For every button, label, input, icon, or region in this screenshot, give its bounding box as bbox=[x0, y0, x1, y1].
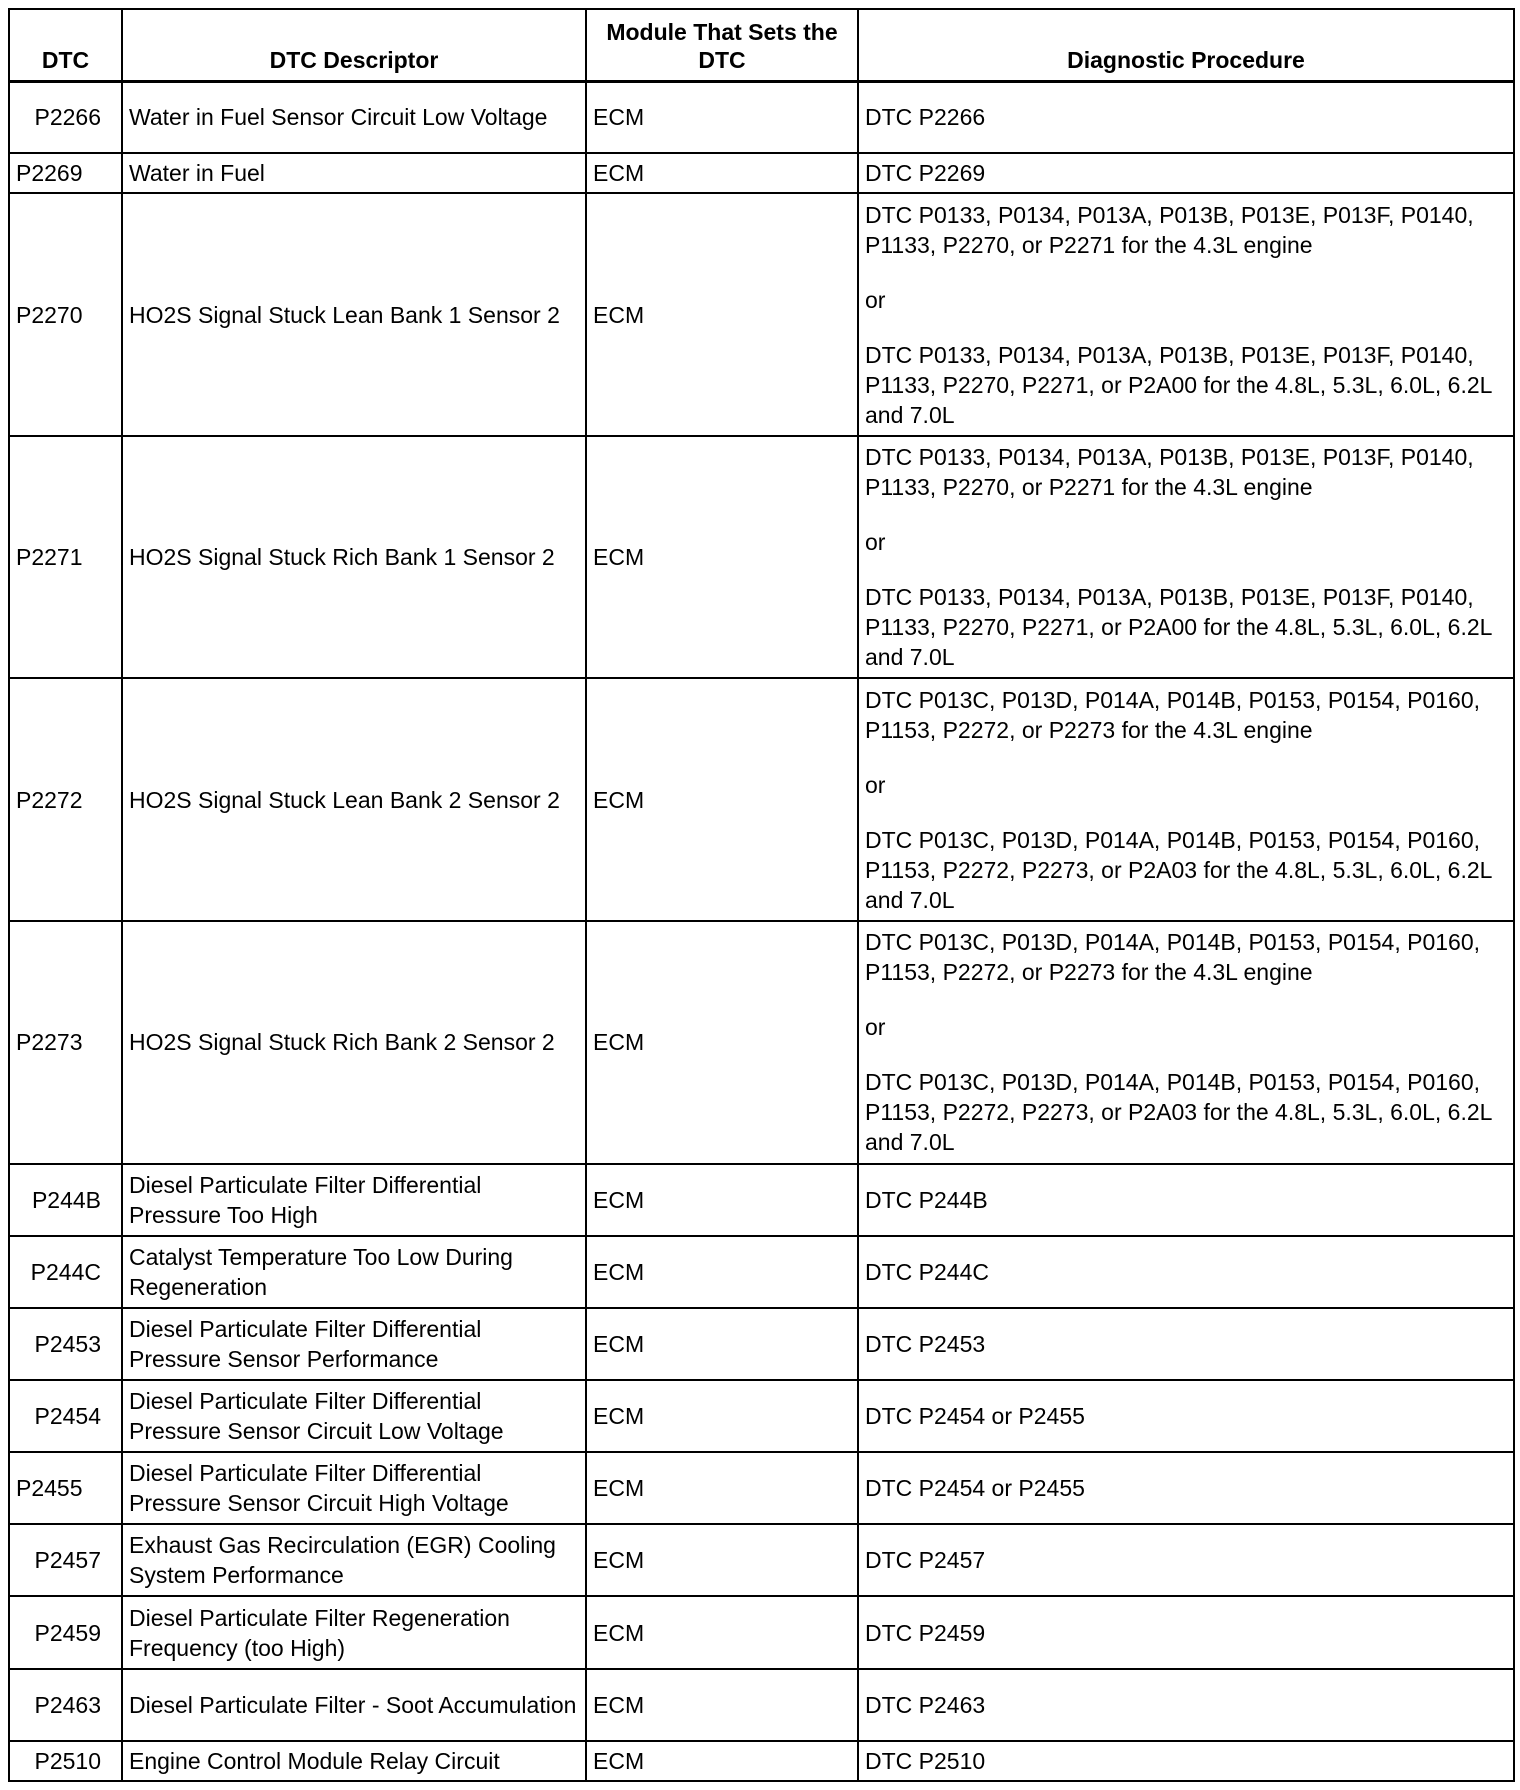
diagnostic-procedure bbox=[858, 81, 1514, 153]
dtc-module: ECM bbox=[586, 678, 858, 921]
procedure-text: DTC P2510 bbox=[865, 1747, 986, 1774]
dtc-descriptor: Diesel Particulate Filter - Soot Accumulation bbox=[122, 1669, 586, 1741]
procedure-text: DTC P0133, P0134, P013A, P013B, P013E, P013F, P0140, P1133, P2270, or P2271 for the 4.3L engine bbox=[865, 444, 1474, 501]
header-procedure: Diagnostic Procedure bbox=[858, 9, 1514, 81]
dtc-module: ECM bbox=[586, 153, 858, 193]
table-row bbox=[9, 193, 1514, 436]
dtc-module: ECM bbox=[586, 193, 858, 436]
dtc-code: P2270 bbox=[9, 193, 122, 436]
procedure-text: DTC P0133, P0134, P013A, P013B, P013E, P013F, P0140, P1133, P2270, or P2271 for the 4.3L engine bbox=[865, 201, 1474, 258]
dtc-descriptor: Engine Control Module Relay Circuit bbox=[122, 1741, 586, 1781]
dtc-descriptor: Water in Fuel bbox=[122, 153, 586, 193]
dtc-code: P2269 bbox=[9, 153, 122, 193]
procedure-text: DTC P0133, P0134, P013A, P013B, P013E, P013F, P0140, P1133, P2270, P2271, or P2A00 for the 4.8L, 5.3L, 6.0L, 6.2L and 7.0L bbox=[865, 584, 1492, 671]
dtc-code: P2463 bbox=[9, 1669, 122, 1741]
procedure-text: DTC P013C, P013D, P014A, P014B, P0153, P0154, P0160, P1153, P2272, or P2273 for the 4.3L engine bbox=[865, 686, 1481, 743]
dtc-code: P2455 bbox=[9, 1452, 122, 1524]
dtc-descriptor: Exhaust Gas Recirculation (EGR) Cooling System Performance bbox=[122, 1524, 586, 1596]
procedure-or: or bbox=[865, 771, 886, 798]
dtc-descriptor: HO2S Signal Stuck Lean Bank 1 Sensor 2 bbox=[122, 193, 586, 436]
dtc-module: ECM bbox=[586, 1524, 858, 1596]
dtc-code: P2266 bbox=[9, 81, 122, 153]
diagnostic-procedure bbox=[858, 1164, 1514, 1236]
diagnostic-procedure bbox=[858, 1236, 1514, 1308]
procedure-or: or bbox=[865, 529, 886, 556]
table-row bbox=[9, 1452, 1514, 1524]
dtc-descriptor: Water in Fuel Sensor Circuit Low Voltage bbox=[122, 81, 586, 153]
dtc-descriptor: Diesel Particulate Filter Differential Pressure Too High bbox=[122, 1164, 586, 1236]
procedure-text: DTC P013C, P013D, P014A, P014B, P0153, P0154, P0160, P1153, P2272, or P2273 for the 4.3L engine bbox=[865, 929, 1481, 986]
dtc-code: P2271 bbox=[9, 436, 122, 679]
procedure-text: DTC P013C, P013D, P014A, P014B, P0153, P0154, P0160, P1153, P2272, P2273, or P2A03 for the 4.8L, 5.3L, 6.0L, 6.2L and 7.0L bbox=[865, 1069, 1492, 1156]
procedure-text: DTC P2454 or P2455 bbox=[865, 1475, 1085, 1502]
dtc-code: P2457 bbox=[9, 1524, 122, 1596]
table-row bbox=[9, 1308, 1514, 1380]
dtc-code: P2272 bbox=[9, 678, 122, 921]
dtc-descriptor: Diesel Particulate Filter Differential Pressure Sensor Circuit High Voltage bbox=[122, 1452, 586, 1524]
dtc-module: ECM bbox=[586, 1741, 858, 1781]
dtc-descriptor: HO2S Signal Stuck Rich Bank 2 Sensor 2 bbox=[122, 921, 586, 1164]
dtc-table-container bbox=[8, 8, 1513, 1782]
procedure-or: or bbox=[865, 1014, 886, 1041]
table-row bbox=[9, 1741, 1514, 1781]
dtc-code: P2510 bbox=[9, 1741, 122, 1781]
table-row bbox=[9, 81, 1514, 153]
diagnostic-procedure bbox=[858, 1669, 1514, 1741]
dtc-descriptor: HO2S Signal Stuck Lean Bank 2 Sensor 2 bbox=[122, 678, 586, 921]
dtc-module: ECM bbox=[586, 81, 858, 153]
procedure-text: DTC P2266 bbox=[865, 104, 986, 131]
table-row bbox=[9, 1236, 1514, 1308]
dtc-code: P2454 bbox=[9, 1380, 122, 1452]
dtc-module: ECM bbox=[586, 1669, 858, 1741]
procedure-text: DTC P2453 bbox=[865, 1330, 986, 1357]
procedure-text: DTC P0133, P0134, P013A, P013B, P013E, P013F, P0140, P1133, P2270, P2271, or P2A00 for the 4.8L, 5.3L, 6.0L, 6.2L and 7.0L bbox=[865, 341, 1492, 428]
table-row bbox=[9, 678, 1514, 921]
table-row bbox=[9, 921, 1514, 1164]
table-header-row bbox=[9, 9, 1514, 81]
diagnostic-procedure bbox=[858, 678, 1514, 921]
diagnostic-procedure bbox=[858, 1452, 1514, 1524]
diagnostic-procedure bbox=[858, 1380, 1514, 1452]
procedure-text: DTC P2269 bbox=[865, 160, 986, 187]
table-row bbox=[9, 1669, 1514, 1741]
dtc-module: ECM bbox=[586, 436, 858, 679]
dtc-module: ECM bbox=[586, 1452, 858, 1524]
diagnostic-procedure bbox=[858, 153, 1514, 193]
diagnostic-procedure bbox=[858, 1741, 1514, 1781]
procedure-or: or bbox=[865, 286, 886, 313]
dtc-descriptor: Diesel Particulate Filter Regeneration Frequency (too High) bbox=[122, 1596, 586, 1668]
dtc-descriptor: Diesel Particulate Filter Differential Pressure Sensor Circuit Low Voltage bbox=[122, 1380, 586, 1452]
dtc-descriptor: Catalyst Temperature Too Low During Regeneration bbox=[122, 1236, 586, 1308]
table-row bbox=[9, 1524, 1514, 1596]
diagnostic-procedure bbox=[858, 436, 1514, 679]
dtc-code: P2459 bbox=[9, 1596, 122, 1668]
procedure-text: DTC P2454 or P2455 bbox=[865, 1403, 1085, 1430]
diagnostic-procedure bbox=[858, 193, 1514, 436]
diagnostic-procedure bbox=[858, 1308, 1514, 1380]
diagnostic-procedure bbox=[858, 921, 1514, 1164]
dtc-descriptor: HO2S Signal Stuck Rich Bank 1 Sensor 2 bbox=[122, 436, 586, 679]
table-row bbox=[9, 1380, 1514, 1452]
procedure-text: DTC P244C bbox=[865, 1258, 989, 1285]
dtc-code: P2273 bbox=[9, 921, 122, 1164]
table-row bbox=[9, 436, 1514, 679]
table-row bbox=[9, 1596, 1514, 1668]
table-row bbox=[9, 1164, 1514, 1236]
dtc-code: P2453 bbox=[9, 1308, 122, 1380]
header-descriptor: DTC Descriptor bbox=[122, 9, 586, 81]
procedure-text: DTC P2459 bbox=[865, 1619, 986, 1646]
procedure-text: DTC P2463 bbox=[865, 1691, 986, 1718]
dtc-module: ECM bbox=[586, 1596, 858, 1668]
dtc-code: P244C bbox=[9, 1236, 122, 1308]
diagnostic-procedure bbox=[858, 1596, 1514, 1668]
dtc-module: ECM bbox=[586, 1380, 858, 1452]
dtc-module: ECM bbox=[586, 1236, 858, 1308]
dtc-table bbox=[8, 8, 1515, 1782]
diagnostic-procedure bbox=[858, 1524, 1514, 1596]
procedure-text: DTC P2457 bbox=[865, 1547, 986, 1574]
dtc-code: P244B bbox=[9, 1164, 122, 1236]
table-row bbox=[9, 153, 1514, 193]
dtc-descriptor: Diesel Particulate Filter Differential Pressure Sensor Performance bbox=[122, 1308, 586, 1380]
dtc-module: ECM bbox=[586, 921, 858, 1164]
procedure-text: DTC P244B bbox=[865, 1186, 988, 1213]
dtc-module: ECM bbox=[586, 1164, 858, 1236]
dtc-module: ECM bbox=[586, 1308, 858, 1380]
header-module: Module That Sets the DTC bbox=[586, 9, 858, 81]
header-dtc: DTC bbox=[9, 9, 122, 81]
procedure-text: DTC P013C, P013D, P014A, P014B, P0153, P0154, P0160, P1153, P2272, P2273, or P2A03 for the 4.8L, 5.3L, 6.0L, 6.2L and 7.0L bbox=[865, 826, 1492, 913]
